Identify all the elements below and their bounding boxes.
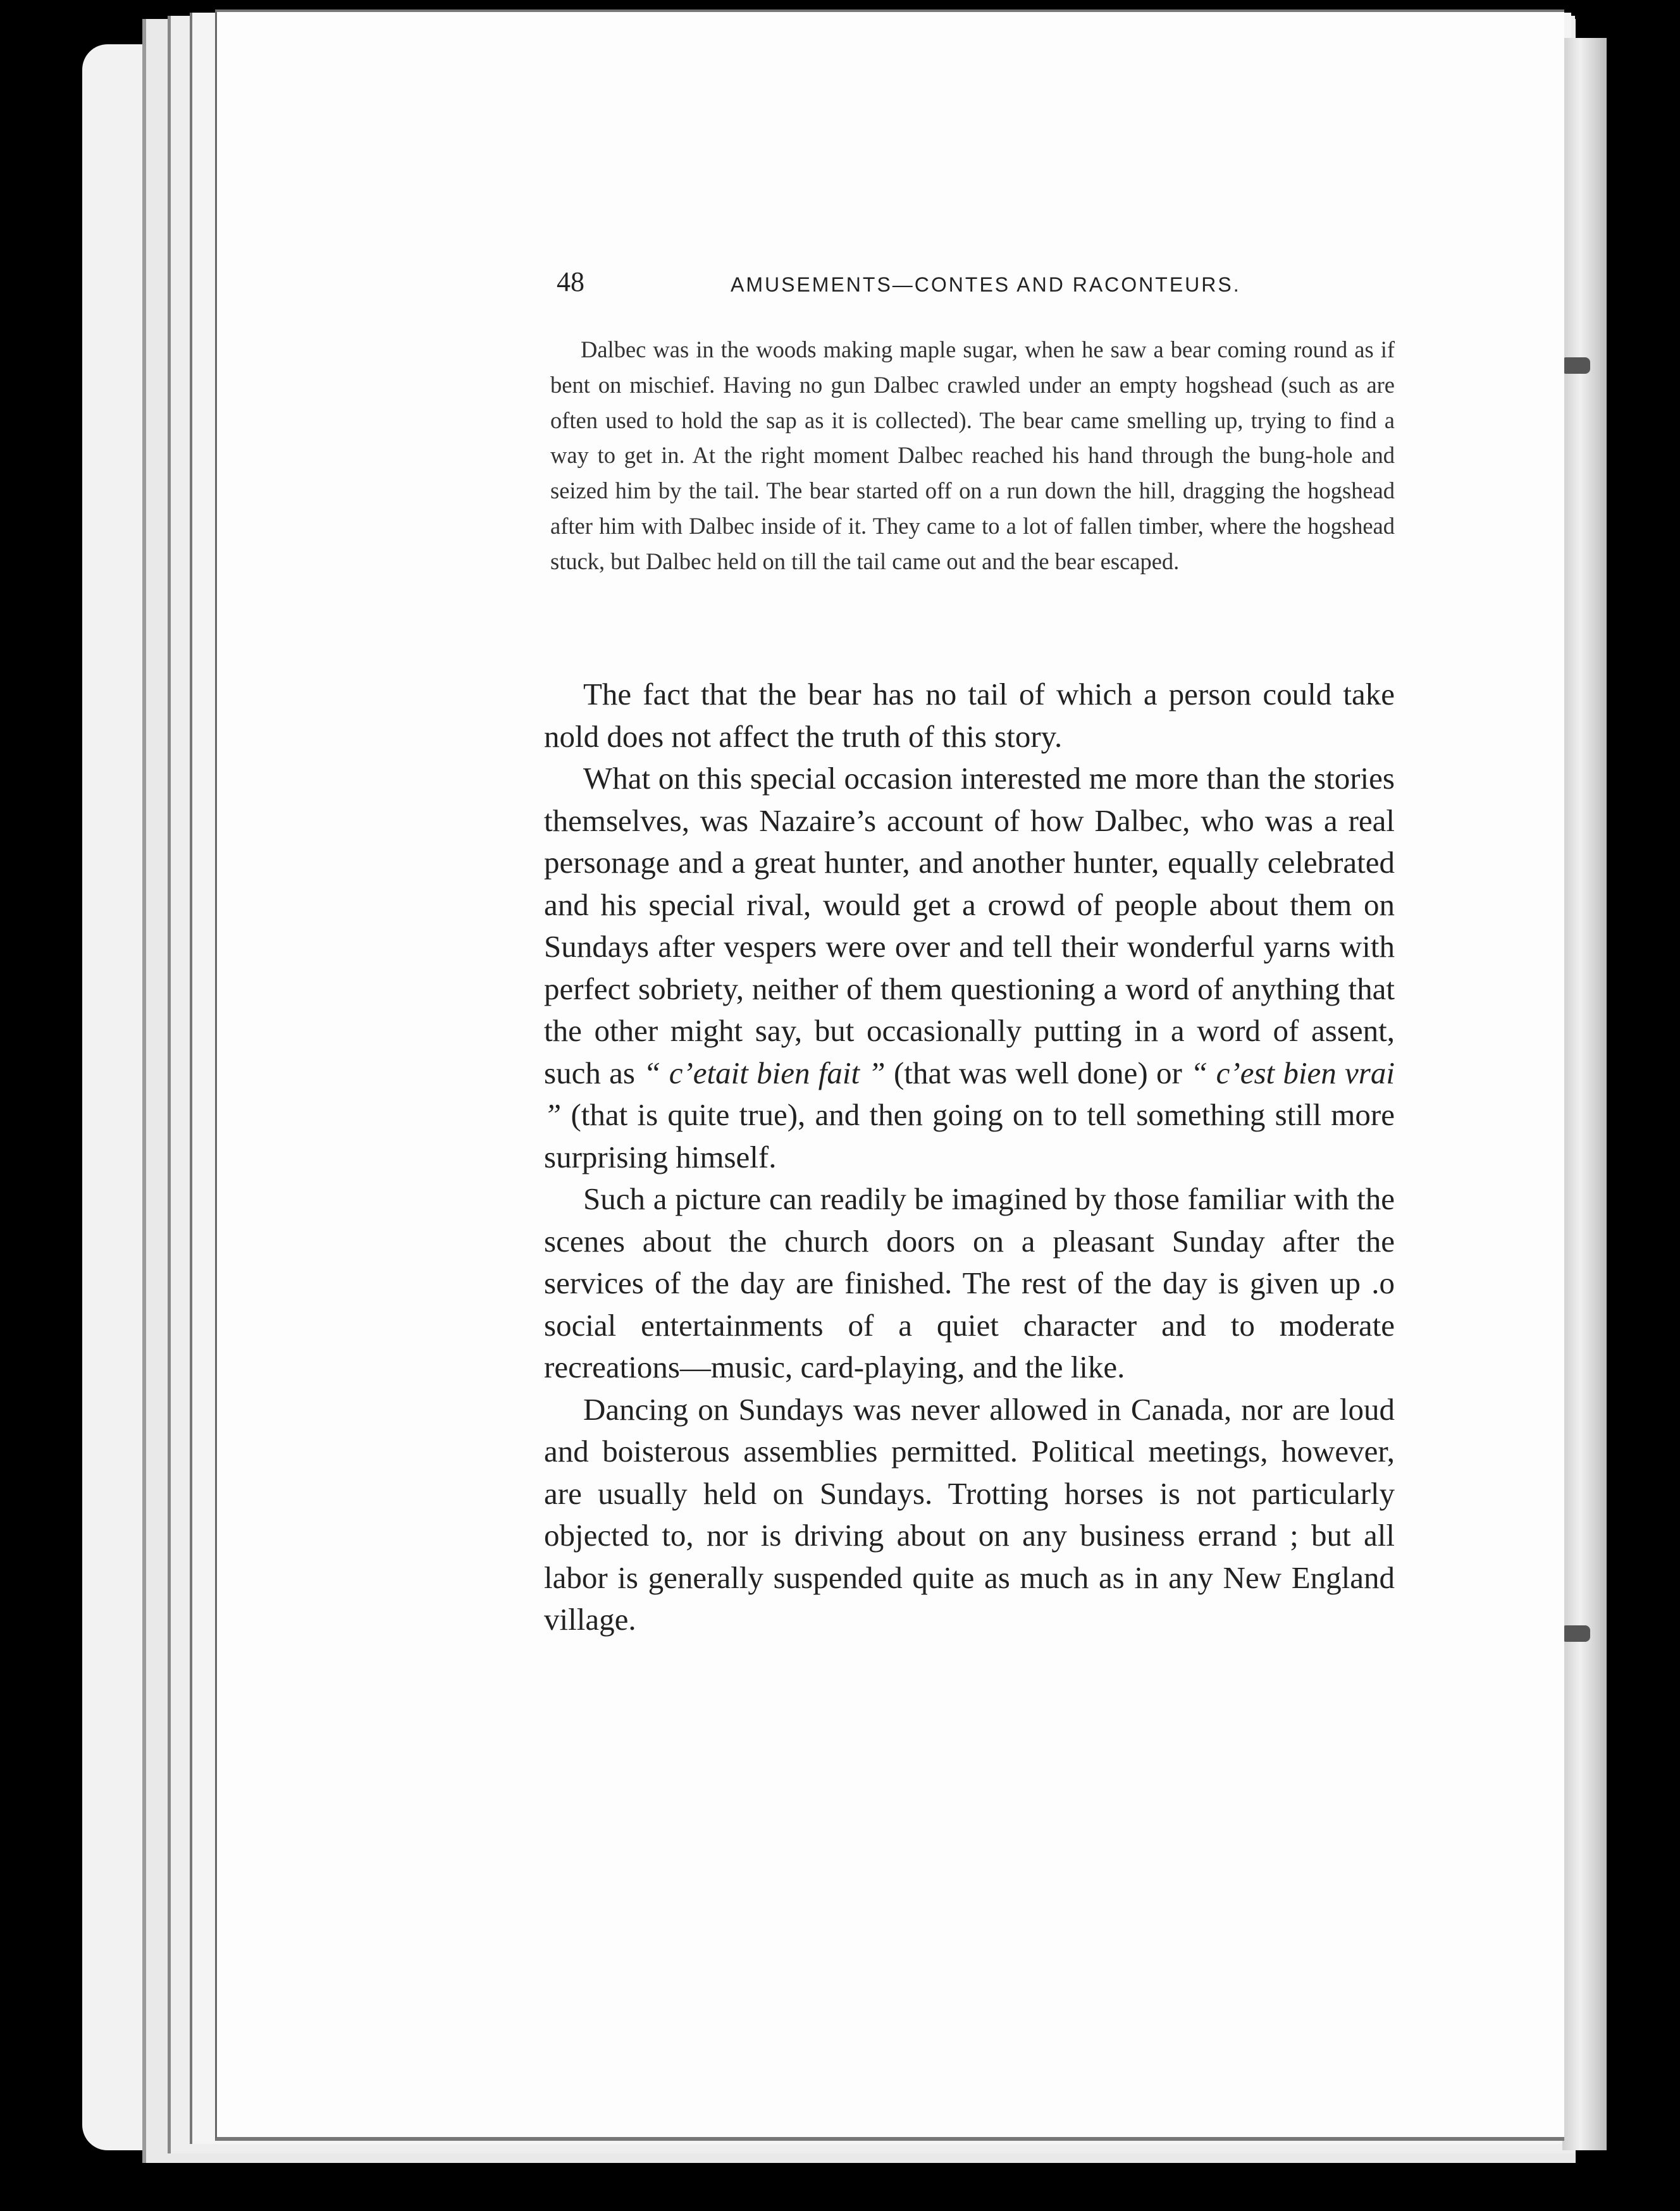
french-phrase-2: “ c’est bien vrai ” xyxy=(544,1055,1395,1132)
binding-clip xyxy=(1561,357,1590,374)
binding-clip xyxy=(1561,1625,1590,1642)
paragraph-1: The fact that the bear has no tail of which a person could take nold does not affect the truth of this story. xyxy=(544,677,1395,754)
paragraph-2-text: What on this special occasion interested me more than the stories themselves, was Nazaire’s account of how Dalbec, who was a real personage and a great hunter, and another hunter, equally celebrated and his special rival, would get a crowd of people about them on Sundays after vespers were over and tell their wonderful yarns with perfect sobriety, neither of them questioning a word of anything that the other might say, but occasionally putting in a word of assent, such as xyxy=(544,761,1395,1090)
binding-shadow xyxy=(1562,38,1607,2150)
page-number: 48 xyxy=(557,266,584,297)
quoted-story: Dalbec was in the woods making maple sugar, when he saw a bear coming round as if bent on mischief. Having no gun Dalbec crawled under an empty hogshead (such as are often used to hold the sap as it is collected). The bear came smelling up, trying to find a way to get in. At the right moment Dalbec reached his hand through the bung-hole and seized him by the tail. The bear started off on a run down the hill, dragging the hogshead after him with Dalbec inside of it. They came to a lot of fallen timber, where the hogshead stuck, but Dalbec held on till the tail came out and the bear escaped. xyxy=(550,336,1395,574)
running-head xyxy=(557,266,1392,304)
paragraph-4: Dancing on Sundays was never allowed in Canada, nor are loud and boisterous assemblies permitted. Political meetings, however, are usually held on Sundays. Trotting horses is not particularly objected to, nor is driving about on any business errand ; but all labor is generally suspended quite as much as in any New England village. xyxy=(544,1391,1395,1637)
french-phrase-1: “ c’etait bien fait ” xyxy=(643,1055,886,1090)
paragraph-2 xyxy=(544,758,1395,1178)
body-text xyxy=(544,674,1395,1641)
paragraph-3: Such a picture can readily be imagined by those familiar with the scenes about the church doors on a pleasant Sunday after the services of the day are finished. The rest of the day is given up .o social entertainments of a quiet character and to moderate recreations—music, card-playing, and the like. xyxy=(544,1181,1395,1384)
running-head-title: AMUSEMENTS—CONTES AND RACONTEURS. xyxy=(731,273,1241,296)
paragraph-2-text: (that was well done) or xyxy=(885,1055,1191,1090)
paragraph-2-text: (that is quite true), and then going on to tell something still more surprising himself. xyxy=(544,1097,1395,1174)
